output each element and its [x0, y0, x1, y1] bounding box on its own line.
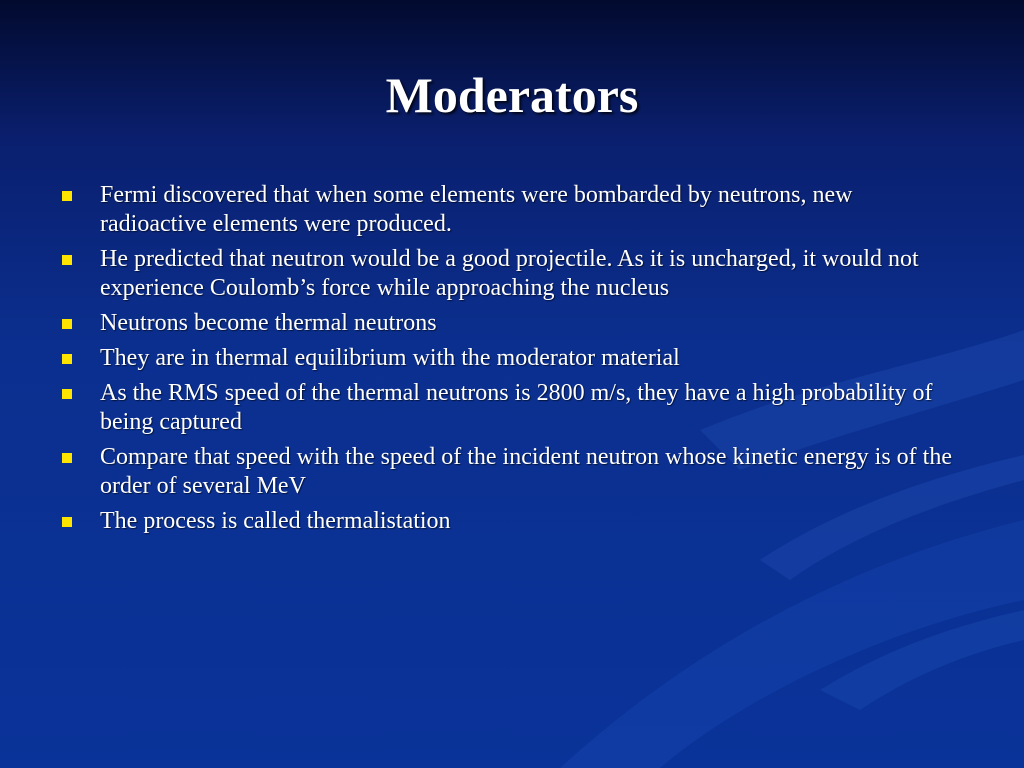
bullet-item — [62, 309, 962, 338]
square-bullet-icon — [62, 255, 72, 265]
square-bullet-icon — [62, 389, 72, 399]
square-bullet-icon — [62, 354, 72, 364]
bullet-item — [62, 507, 962, 536]
bullet-text: Compare that speed with the speed of the incident neutron whose kinetic energy is of the order of several MeV — [100, 444, 952, 499]
bullet-item — [62, 181, 962, 239]
bullet-item — [62, 379, 962, 437]
bullet-item — [62, 443, 962, 501]
bullet-text: Fermi discovered that when some elements were bombarded by neutrons, new radioactive elements were produced. — [100, 182, 853, 237]
bullet-text: As the RMS speed of the thermal neutrons is 2800 m/s, they have a high probability of being captured — [100, 380, 933, 435]
square-bullet-icon — [62, 319, 72, 329]
square-bullet-icon — [62, 191, 72, 201]
bullet-text: They are in thermal equilibrium with the moderator material — [100, 345, 680, 371]
slide-title: Moderators — [385, 67, 639, 123]
bullet-item — [62, 245, 962, 303]
bullet-text: Neutrons become thermal neutrons — [100, 310, 437, 336]
square-bullet-icon — [62, 453, 72, 463]
square-bullet-icon — [62, 517, 72, 527]
bullet-text: He predicted that neutron would be a good projectile. As it is uncharged, it would not experience Coulomb’s force while approaching the nucleus — [100, 246, 919, 301]
bullet-text: The process is called thermalistation — [100, 508, 451, 534]
bullet-item — [62, 344, 962, 373]
bullet-list — [62, 181, 962, 542]
